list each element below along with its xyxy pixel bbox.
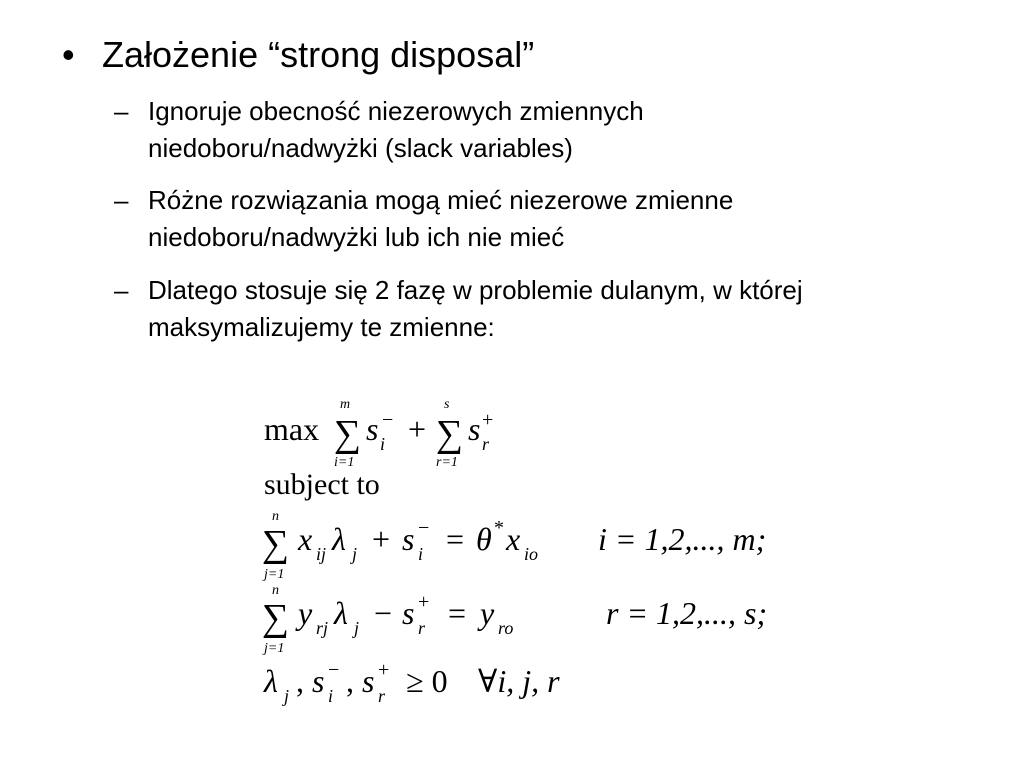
c1-sum-top: n (272, 509, 279, 524)
sum2-bottom: r=1 (436, 455, 458, 470)
c1-eq: = (446, 521, 465, 557)
nn-s2-sup: + (378, 659, 390, 681)
c1-lambda-sub: j (352, 544, 358, 564)
dash-marker: – (114, 275, 129, 305)
c2-eq: = (448, 595, 467, 631)
sub-item-line: niedoboru/nadwyżki lub ich nie mieć (148, 222, 565, 252)
objective-max: max (264, 411, 320, 447)
c2-sum-bottom: j=1 (264, 641, 285, 656)
c1-slack: s (402, 521, 415, 557)
c2-slack-sub: r (418, 618, 426, 638)
nn-s1-sup: − (328, 659, 340, 681)
sum-sign: ∑ (262, 523, 290, 565)
c1-x-sub: ij (316, 544, 327, 564)
term2-sup: + (482, 409, 494, 431)
c1-sum-bottom: j=1 (264, 567, 285, 582)
formula-svg (262, 394, 802, 714)
sub-item-line: Różne rozwiązania mogą mieć niezerowe zmienne (148, 185, 734, 215)
c1-rhs-sub: io (524, 544, 539, 564)
c2-rhs-sub: ro (498, 618, 514, 638)
objective-plus: + (408, 411, 427, 447)
nn-s1-sub: i (328, 686, 334, 706)
sum-sign: ∑ (436, 413, 464, 455)
main-bullet-text: Założenie “strong disposal” (102, 34, 535, 75)
nn-s2: s (362, 663, 375, 699)
c1-slack-sup: − (418, 517, 430, 539)
c2-minus: − (374, 595, 393, 631)
c2-slack-sup: + (418, 591, 430, 613)
c2-range: r = 1,2,..., s; (606, 595, 768, 631)
nn-s1: s (312, 663, 325, 699)
nn-forall: ∀i, j, r (478, 663, 560, 699)
c2-sum-top: n (272, 583, 279, 598)
nn-comma2: , (346, 663, 354, 699)
sub-item-line: Dlatego stosuje się 2 fazę w problemie dulanym, w której (148, 275, 803, 305)
c2-lambda-sub: j (354, 618, 360, 638)
term1-sub: i (380, 434, 386, 454)
nn-s2-sub: r (378, 686, 386, 706)
term1: s (366, 411, 379, 447)
c1-slack-sub: i (418, 544, 424, 564)
nn-lambda: λ (264, 663, 278, 699)
sub-item-line: niedoboru/nadwyżki (slack variables) (148, 133, 573, 163)
c1-range: i = 1,2,..., m; (598, 521, 767, 557)
nn-geq: ≥ 0 (406, 663, 448, 699)
c2-slack: s (402, 595, 415, 631)
bullet-marker: • (62, 34, 75, 75)
subject-to: subject to (264, 468, 380, 501)
sum-sign: ∑ (334, 413, 362, 455)
dash-marker: – (114, 185, 129, 215)
term2-sub: r (482, 434, 490, 454)
c1-lambda: λ (332, 521, 346, 557)
c2-lambda: λ (334, 595, 348, 631)
c1-rhs: x (506, 521, 521, 557)
c1-theta-sup: * (494, 517, 504, 539)
term2: s (468, 411, 481, 447)
term1-sup: − (382, 409, 394, 431)
c1-theta: θ (476, 521, 492, 557)
nn-comma1: , (296, 663, 304, 699)
dash-marker: – (114, 96, 129, 126)
c1-x: x (298, 521, 313, 557)
sub-item-line: maksymalizujemy te zmienne: (148, 312, 495, 342)
sum2-top: s (444, 397, 450, 412)
sum-sign: ∑ (262, 597, 290, 639)
c2-rhs: y (480, 595, 495, 631)
sub-item-line: Ignoruje obecność niezerowych zmiennych (148, 96, 644, 126)
lp-formula (262, 394, 802, 714)
c1-plus: + (372, 521, 391, 557)
c2-y-sub: rj (316, 618, 329, 638)
sum1-top: m (340, 397, 351, 412)
c2-y: y (298, 595, 313, 631)
sum1-bottom: i=1 (334, 455, 355, 470)
nn-lambda-sub: j (284, 686, 290, 706)
